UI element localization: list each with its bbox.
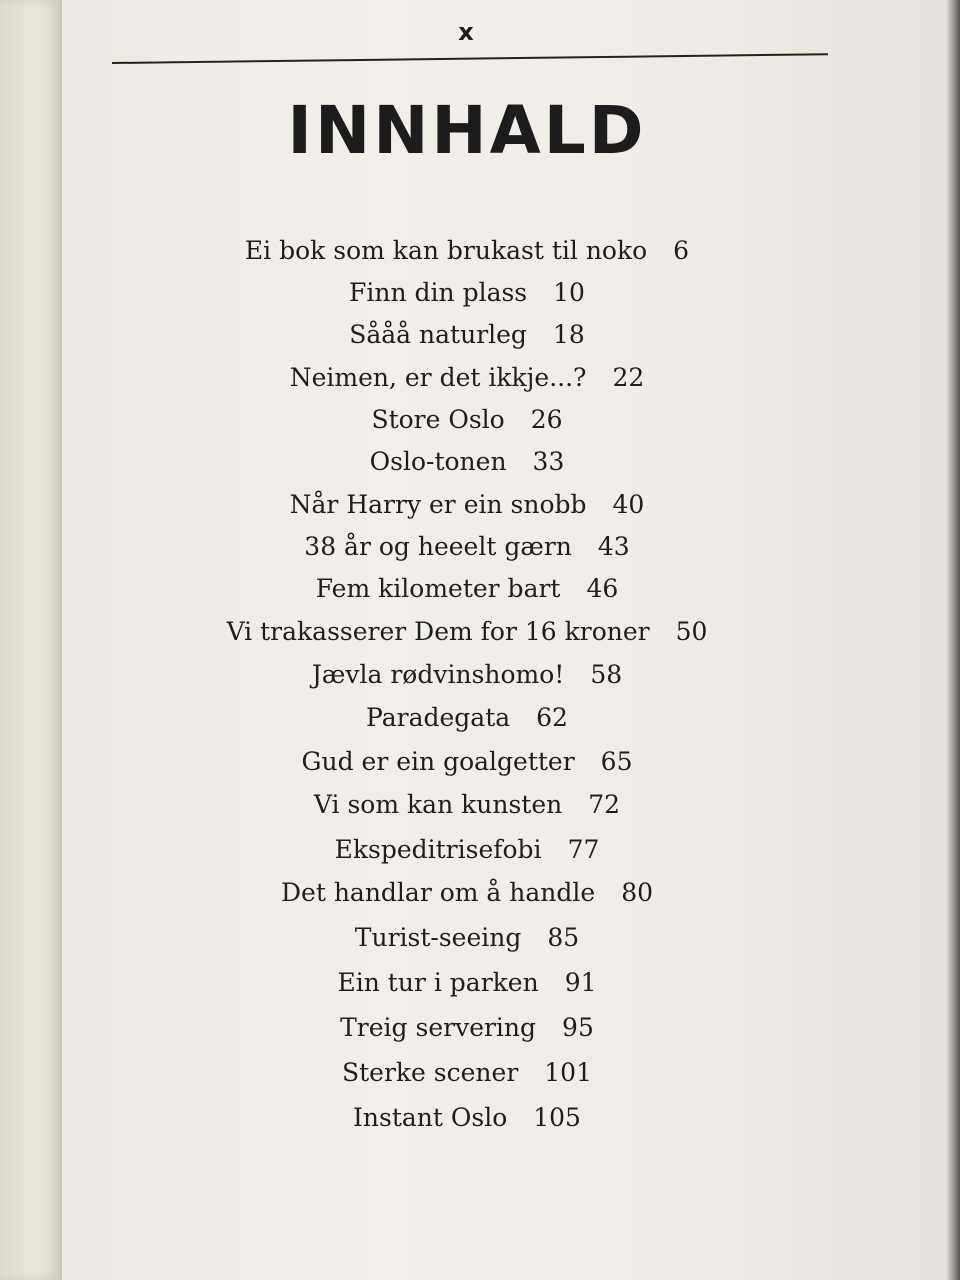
toc-entry <box>0 835 934 865</box>
toc-entry-page: 62 <box>536 703 568 732</box>
toc-entry-page: 85 <box>547 923 580 952</box>
toc-entry-page: 91 <box>564 968 597 997</box>
toc-entry-title: Fem kilometer bart <box>315 574 561 603</box>
toc-entry <box>0 447 934 477</box>
toc-entry-title: Sååå naturleg <box>349 320 527 349</box>
toc-entry-page: 77 <box>567 835 600 864</box>
toc-entry-page: 65 <box>600 747 633 776</box>
toc-entry-title: Det handlar om å handle <box>280 878 596 907</box>
toc-entry-page: 46 <box>586 574 619 603</box>
toc-entry-page: 80 <box>621 878 653 907</box>
toc-entry-page: 95 <box>562 1013 594 1042</box>
toc-entry <box>0 1058 934 1088</box>
toc-entry-page: 18 <box>552 320 585 349</box>
toc-entry <box>0 405 934 435</box>
toc-entry <box>0 363 934 393</box>
toc-entry <box>0 278 934 308</box>
page-title: INNHALD <box>287 92 647 169</box>
toc-entry-title: Finn din plass <box>349 278 528 307</box>
toc-entry <box>0 703 934 733</box>
toc-entry <box>0 790 934 820</box>
toc-entry <box>0 320 934 350</box>
toc-entry-title: Instant Oslo <box>353 1103 508 1132</box>
toc-entry <box>0 747 934 777</box>
toc-entry-title: Gud er ein goalgetter <box>301 747 575 776</box>
toc-entry-title: Vi som kan kunsten <box>313 790 563 819</box>
toc-entry-page: 22 <box>612 363 645 392</box>
toc-entry <box>0 660 934 690</box>
toc-entry-title: Neimen, er det ikkje...? <box>289 363 587 392</box>
toc-entry <box>0 236 934 266</box>
toc-entry-page: 50 <box>675 617 708 646</box>
toc-entry-page: 105 <box>533 1103 581 1132</box>
toc-entry-title: Vi trakasserer Dem for 16 kroner <box>226 617 650 646</box>
toc-entry-title: Paradegata <box>366 703 511 732</box>
toc-entry-title: Oslo-tonen <box>369 447 507 476</box>
toc-entry-title: Sterke scener <box>341 1058 519 1087</box>
header-mark: x <box>458 18 474 46</box>
toc-entry-page: 10 <box>553 278 585 307</box>
toc-entry-title: Ekspeditrisefobi <box>334 835 542 864</box>
toc-entry <box>0 532 934 562</box>
toc-entry-title: Store Oslo <box>371 405 505 434</box>
toc-entry <box>0 1013 934 1043</box>
toc-entry <box>0 923 934 953</box>
toc-entry-page: 72 <box>588 790 621 819</box>
toc-entry <box>0 968 934 998</box>
toc-entry-title: Turist-seeing <box>354 923 522 952</box>
toc-entry-title: Ei bok som kan brukast til noko <box>244 236 648 265</box>
toc-entry-title: Treig servering <box>340 1013 537 1042</box>
toc-entry-page: 26 <box>530 405 563 434</box>
toc-entry <box>0 878 934 908</box>
toc-entry <box>0 574 934 604</box>
toc-entry-title: Jævla rødvinshomo! <box>311 660 565 689</box>
toc-entry-page: 33 <box>532 447 565 476</box>
toc-entry <box>0 490 934 520</box>
toc-entry-title: Når Harry er ein snobb <box>289 490 587 519</box>
toc-entry-title: Ein tur i parken <box>337 968 539 997</box>
toc-entry-page: 43 <box>597 532 630 561</box>
toc-entry <box>0 617 934 647</box>
toc-entry-page: 101 <box>544 1058 592 1087</box>
toc-entry-page: 40 <box>612 490 645 519</box>
toc-entry <box>0 1103 934 1133</box>
toc-entry-page: 58 <box>590 660 623 689</box>
toc-entry-title: 38 år og heeelt gærn <box>304 532 572 561</box>
toc-entry-page: 6 <box>673 236 690 265</box>
